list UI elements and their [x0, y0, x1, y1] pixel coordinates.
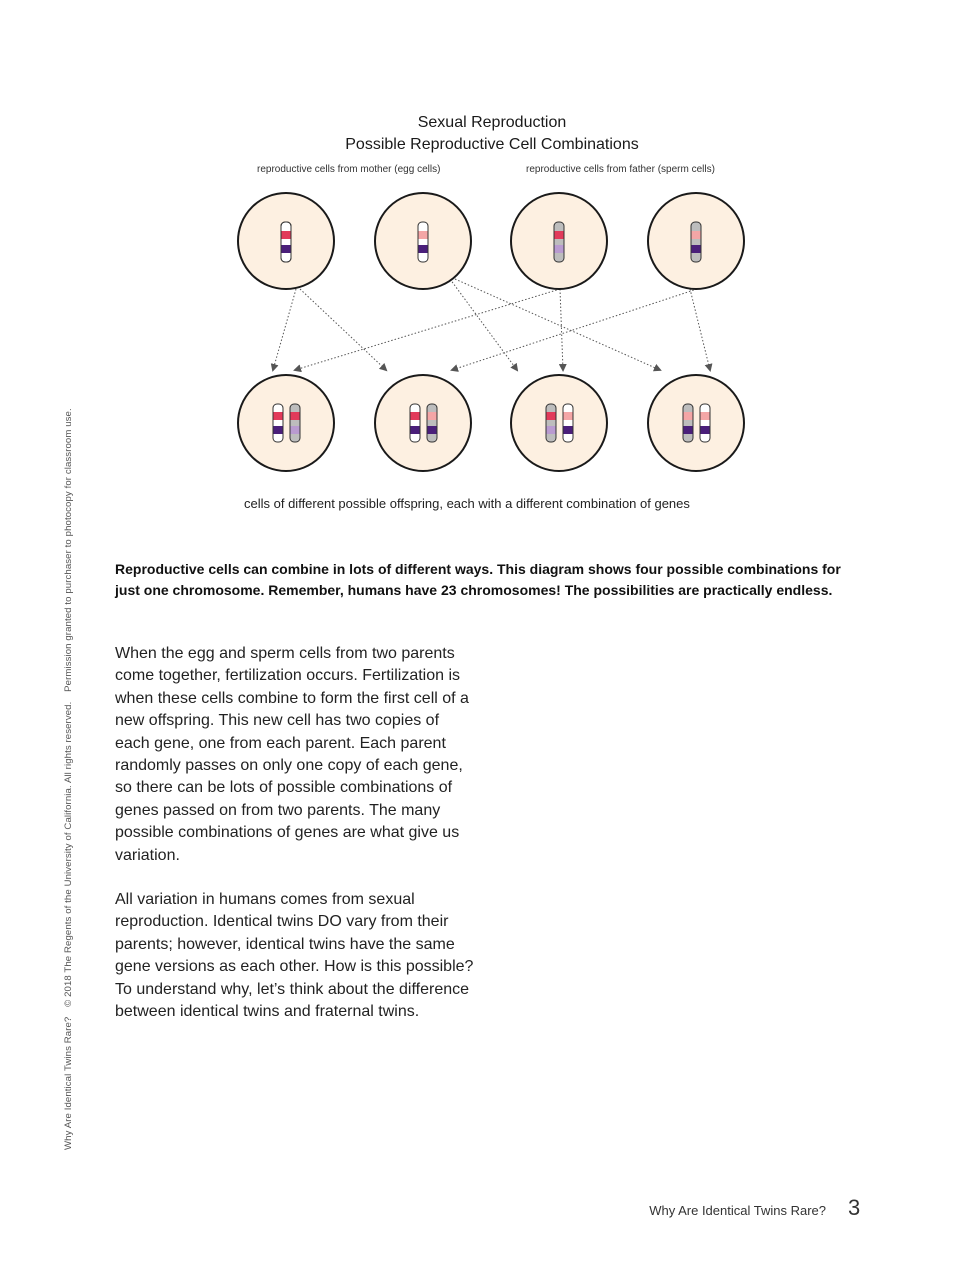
offspring-cell-2: [375, 375, 471, 471]
sidebar-copyright: © 2018 The Regents of the University of California. All rights reserved.: [63, 701, 74, 1007]
offspring-cell-1: [238, 375, 334, 471]
copyright-sidebar: [63, 408, 74, 1150]
arrow-sperm1-offspring3: [560, 289, 563, 370]
diagram-title: Sexual Reproduction: [417, 114, 567, 131]
offspring-chromosomes: [273, 404, 710, 442]
arrow-egg1-offspring2: [300, 289, 386, 370]
diagram-subtitle: Possible Reproductive Cell Combinations: [345, 136, 639, 153]
sidebar-unit-title: Why Are Identical Twins Rare?: [63, 1016, 74, 1150]
chromosome-egg2: [418, 222, 428, 262]
footer-unit-title: Why Are Identical Twins Rare?: [649, 1203, 826, 1218]
offspring-cell-4: [648, 375, 744, 471]
chromosome-egg1: [281, 222, 291, 262]
arrow-sperm2-offspring2: [452, 289, 697, 370]
sidebar-permission: Permission granted to purchaser to photocopy for classroom use.: [63, 408, 74, 692]
arrow-egg2-offspring4: [455, 279, 660, 370]
arrow-sperm1-offspring1: [295, 289, 560, 370]
father-cells-label: reproductive cells from father (sperm cells): [526, 164, 715, 175]
offspring-caption: cells of different possible offspring, each with a different combination of genes: [244, 496, 690, 511]
offspring-cell-3: [511, 375, 607, 471]
parent-cells: [238, 193, 744, 289]
arrow-egg1-offspring1: [273, 289, 296, 370]
arrow-sperm2-offspring4: [690, 289, 710, 370]
arrow-egg2-offspring3: [450, 279, 517, 370]
chromosome-sperm1: [554, 222, 564, 262]
intro-paragraph: Reproductive cells can combine in lots of different ways. This diagram shows four possible combinations for just one chromosome. Remember, humans have 23 chromosomes! The possibilities are practically endless.: [115, 561, 841, 598]
offspring-cells: [238, 375, 744, 471]
page-number: 3: [848, 1195, 861, 1220]
mother-cells-label: reproductive cells from mother (egg cells): [257, 164, 441, 175]
parent-chromosomes: [281, 222, 701, 262]
fertilization-arrows: [273, 279, 710, 370]
variation-paragraph: All variation in humans comes from sexual reproduction. Identical twins DO vary from their parents; however, identical twins have the same gene versions as each other. How is this possible? To understand why, let’s think about the difference between identical twins and fraternal twins.: [115, 891, 474, 1021]
fertilization-paragraph: When the egg and sperm cells from two parents come together, fertilization occurs. Fertilization is when these cells combine to form the first cell of a new offspring. This new cell has two copies of each gene, one from each parent. Each parent randomly passes on only one copy of each gene, so there can be lots of possible combinations of genes passed on from two parents. The many possible combinations of genes are what give us variation.: [115, 645, 469, 864]
chromosome-sperm2: [691, 222, 701, 262]
